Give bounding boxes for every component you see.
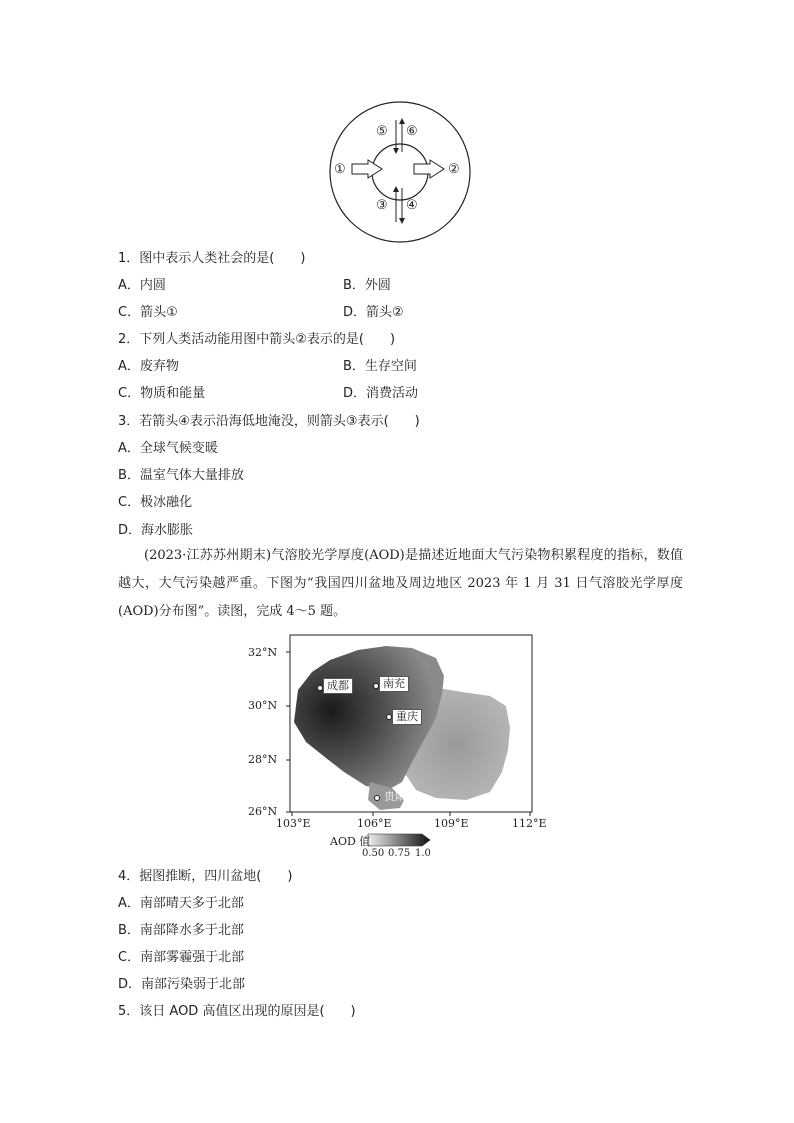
question-1-stem: 1．图中表示人类社会的是( ) xyxy=(118,251,306,266)
q4-option-a[interactable]: A．南部晴天多于北部 xyxy=(118,896,244,911)
lon-tick-103: 103°E xyxy=(276,817,311,830)
q3-option-d[interactable]: D．海水膨胀 xyxy=(118,523,194,538)
lat-tick-32: 32°N xyxy=(248,646,278,659)
q4-option-c[interactable]: C．南部雾霾强于北部 xyxy=(118,950,245,965)
question-4-stem: 4．据图推断，四川盆地( ) xyxy=(118,869,293,884)
legend-tick-050: 0.50 xyxy=(362,848,385,859)
q1-option-b[interactable]: B．外圆 xyxy=(343,278,391,293)
q2-option-d[interactable]: D．消费活动 xyxy=(343,386,419,401)
label-1: ① xyxy=(334,162,346,177)
aod-map xyxy=(240,632,560,862)
q1-option-d[interactable]: D．箭头② xyxy=(343,305,404,320)
label-3: ③ xyxy=(376,198,388,213)
passage xyxy=(118,542,683,626)
q1-option-c[interactable]: C．箭头① xyxy=(118,305,178,320)
q2-option-b[interactable]: B．生存空间 xyxy=(343,359,417,374)
lat-tick-26: 26°N xyxy=(248,805,278,818)
label-2: ② xyxy=(448,162,460,177)
lat-tick-30: 30°N xyxy=(248,699,278,712)
city-nanchong: 南充 xyxy=(379,676,409,692)
city-chongqing: 重庆 xyxy=(392,709,422,725)
lat-tick-28: 28°N xyxy=(248,753,278,766)
q4-option-d[interactable]: D．南部污染弱于北部 xyxy=(118,977,246,992)
arrow-1 xyxy=(352,160,382,178)
arrow-2 xyxy=(414,160,444,178)
lon-tick-109: 109°E xyxy=(434,817,469,830)
q3-option-b[interactable]: B．温室气体大量排放 xyxy=(118,468,244,483)
label-5: ⑤ xyxy=(376,124,388,139)
legend-title: AOD 值 xyxy=(330,835,371,848)
q2-option-a[interactable]: A．废弃物 xyxy=(118,359,179,374)
label-4: ④ xyxy=(406,198,418,213)
question-5-stem: 5．该日 AOD 高值区出现的原因是( ) xyxy=(118,1004,356,1019)
q1-option-a[interactable]: A．内圆 xyxy=(118,278,166,293)
lon-tick-106: 106°E xyxy=(357,817,392,830)
q3-option-c[interactable]: C．极冰融化 xyxy=(118,495,193,510)
city-guiyang: 贵阳 xyxy=(384,790,406,803)
legend-tick-075: 0.75 xyxy=(388,848,411,859)
lon-tick-112: 112°E xyxy=(512,817,547,830)
legend-bar xyxy=(368,834,430,846)
question-3-stem: 3．若箭头④表示沿海低地淹没，则箭头③表示( ) xyxy=(118,414,420,429)
q4-option-b[interactable]: B．南部降水多于北部 xyxy=(118,923,244,938)
label-6: ⑥ xyxy=(406,124,418,139)
question-2-stem: 2．下列人类活动能用图中箭头②表示的是( ) xyxy=(118,332,396,347)
cycle-diagram xyxy=(328,100,472,244)
q3-option-a[interactable]: A．全球气候变暖 xyxy=(118,441,218,456)
q2-option-c[interactable]: C．物质和能量 xyxy=(118,386,206,401)
legend-tick-10: 1.0 xyxy=(415,848,431,859)
city-chengdu: 成都 xyxy=(323,678,353,694)
passage-text: (2023·江苏苏州期末)气溶胶光学厚度(AOD)是描述近地面大气污染物积累程度的指标，数值越大，大气污染越严重。下图为“我国四川盆地及周边地区 2023 年 1 月 31 日气溶胶光学厚度(AOD)分布图”。读图，完成 4～5 题。 xyxy=(118,548,683,619)
